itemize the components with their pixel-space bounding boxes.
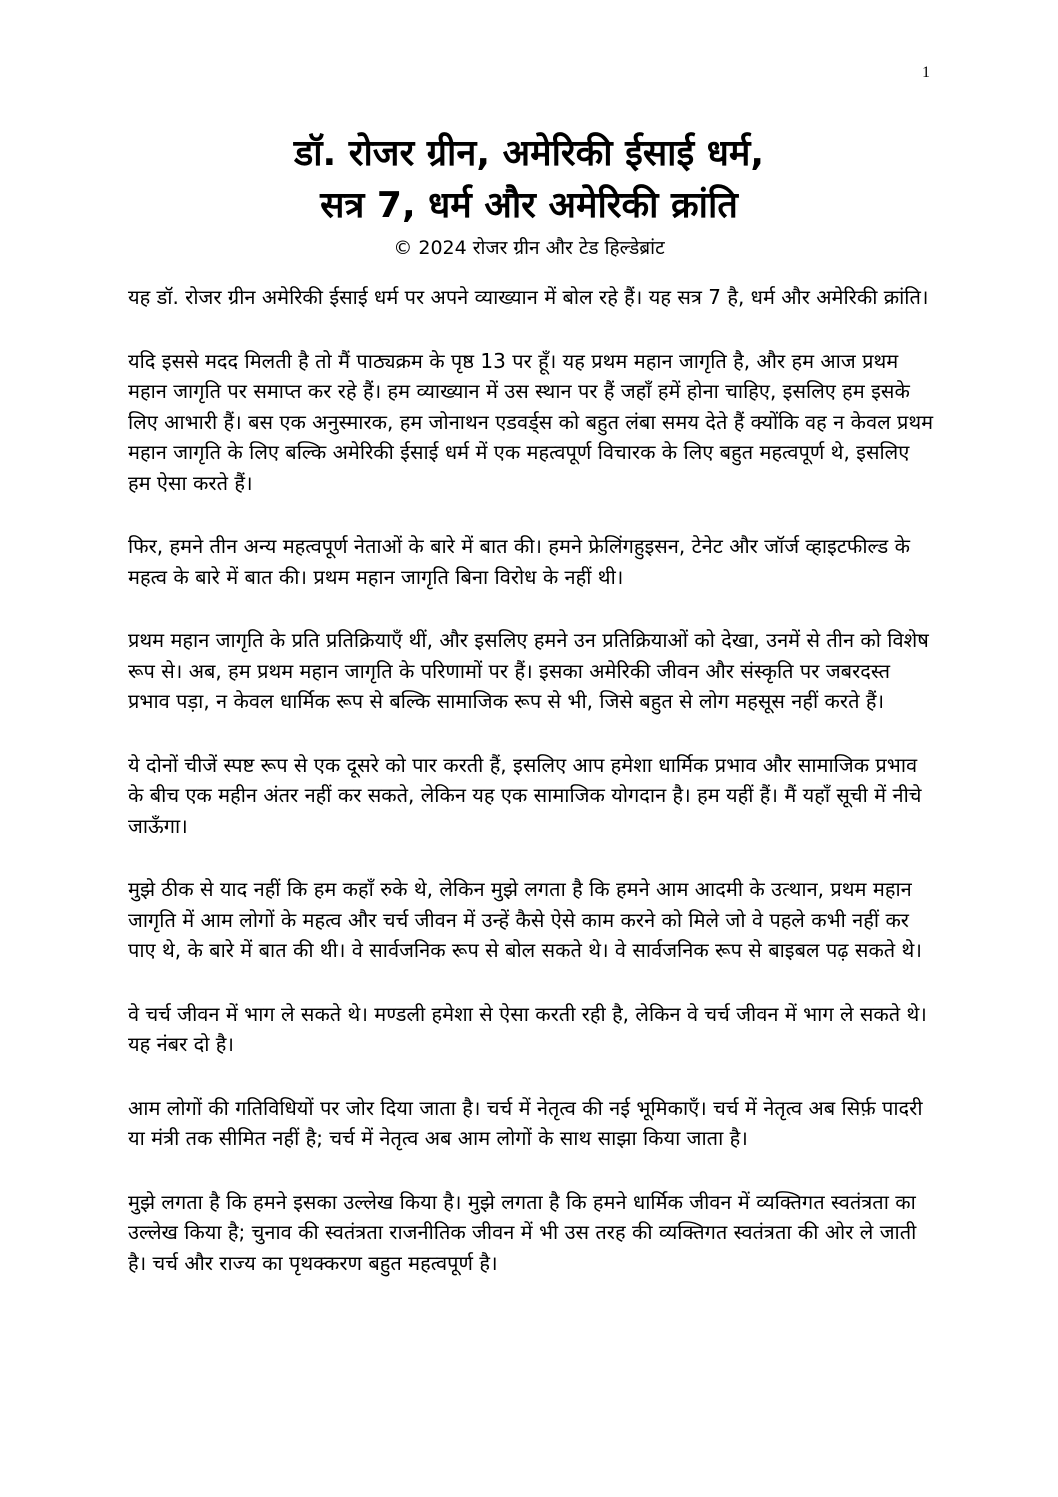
document-title [120, 128, 938, 232]
paragraph: आम लोगों की गतिविधियों पर जोर दिया जाता है। चर्च में नेतृत्व की नई भूमिकाएँ। चर्च में नेतृत्व अब सिर्फ़ पादरी या मंत्री तक सीमित नहीं है; चर्च में नेतृत्व अब आम लोगों के साथ साझा किया जाता है। [128, 1095, 923, 1150]
document-header [120, 128, 938, 262]
paragraph: मुझे ठीक से याद नहीं कि हम कहाँ रुके थे, लेकिन मुझे लगता है कि हमने आम आदमी के उत्थान, प्रथम महान जागृति में आम लोगों के महत्व और चर्च जीवन में उन्हें कैसे ऐसे काम करने को मिले जो वे पहले कभी नहीं कर पाए थे, के बारे में बात की थी। वे सार्वजनिक रूप से बोल सकते थे। वे सार्वजनिक रूप से बाइबल पढ़ सकते थे। [128, 877, 922, 962]
paragraph: मुझे लगता है कि हमने इसका उल्लेख किया है। मुझे लगता है कि हमने धार्मिक जीवन में व्यक्तिगत स्वतंत्रता का उल्लेख किया है; चुनाव की स्वतंत्रता राजनीतिक जीवन में भी उस तरह की व्यक्तिगत स्वतंत्रता की ओर ले जाती है। चर्च और राज्य का पृथक्करण बहुत महत्वपूर्ण है। [128, 1189, 917, 1275]
title-line-1: डॉ. रोजर ग्रीन, अमेरिकी ईसाई धर्म, [293, 133, 765, 174]
paragraph: फिर, हमने तीन अन्य महत्वपूर्ण नेताओं के बारे में बात की। हमने फ्रेलिंगहुइसन, टेनेट और जॉर्ज व्हाइटफील्ड के महत्व के बारे में बात की। प्रथम महान जागृति बिना विरोध के नहीं थी। [128, 534, 910, 589]
paragraph: प्रथम महान जागृति के प्रति प्रतिक्रियाएँ थीं, और इसलिए हमने उन प्रतिक्रियाओं को देखा, उनमें से तीन को विशेष रूप से। अब, हम प्रथम महान जागृति के परिणामों पर हैं। इसका अमेरिकी जीवन और संस्कृति पर जबरदस्त प्रभाव पड़ा, न केवल धार्मिक रूप से बल्कि सामाजिक रूप से भी, जिसे बहुत से लोग महसूस नहीं करते हैं। [128, 628, 929, 713]
title-line-2: सत्र 7, धर्म और अमेरिकी क्रांति [320, 185, 738, 226]
paragraph: यदि इससे मदद मिलती है तो मैं पाठ्यक्रम के पृष्ठ 13 पर हूँ। यह प्रथम महान जागृति है, और हम आज प्रथम महान जागृति पर समाप्त कर रहे हैं। हम व्याख्यान में उस स्थान पर हैं जहाँ हमें होना चाहिए, इसलिए हम इसके लिए आभारी हैं। बस एक अनुस्मारक, हम जोनाथन एडवर्ड्स को बहुत लंबा समय देते हैं क्योंकि वह न केवल प्रथम महान जागृति के लिए बल्कि अमेरिकी ईसाई धर्म में एक महत्वपूर्ण विचारक के लिए बहुत महत्वपूर्ण थे, इसलिए हम ऐसा करते हैं। [128, 348, 934, 495]
page-number: 1 [922, 64, 930, 81]
paragraph: यह डॉ. रोजर ग्रीन अमेरिकी ईसाई धर्म पर अपने व्याख्यान में बोल रहे हैं। यह सत्र 7 है, धर्म और अमेरिकी क्रांति। [128, 285, 929, 309]
document-body [128, 282, 936, 1311]
paragraph: वे चर्च जीवन में भाग ले सकते थे। मण्डली हमेशा से ऐसा करती रही है, लेकिन वे चर्च जीवन में भाग ले सकते थे। यह नंबर दो है। [128, 1001, 927, 1056]
paragraph: ये दोनों चीजें स्पष्ट रूप से एक दूसरे को पार करती हैं, इसलिए आप हमेशा धार्मिक प्रभाव और सामाजिक प्रभाव के बीच एक महीन अंतर नहीं कर सकते, लेकिन यह एक सामाजिक योगदान है। हम यहीं हैं। मैं यहाँ सूची में नीचे जाऊँगा। [128, 752, 922, 838]
copyright-notice: © 2024 रोजर ग्रीन और टेड हिल्डेब्रांट [393, 237, 665, 259]
